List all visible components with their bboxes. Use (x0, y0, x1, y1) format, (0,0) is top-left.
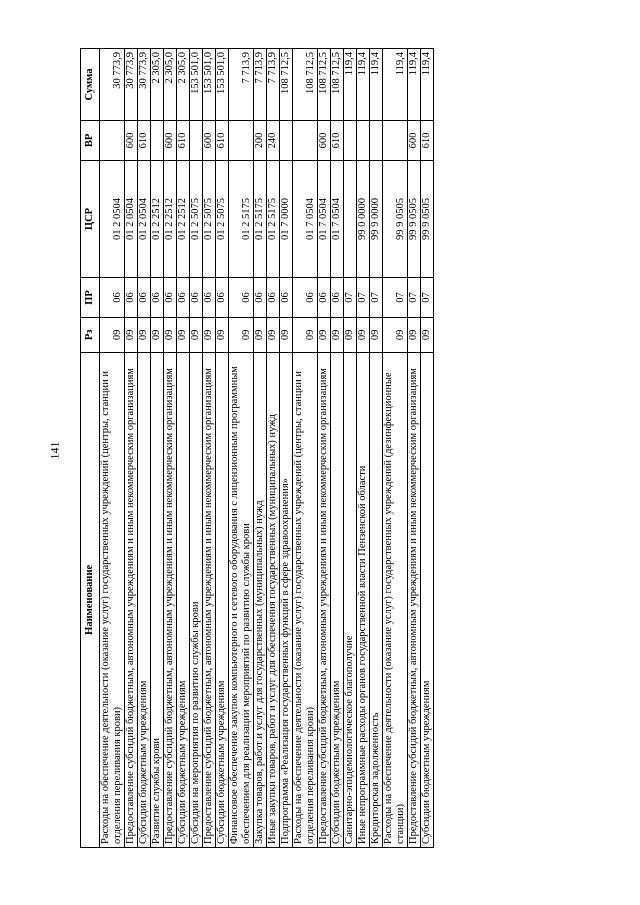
cell-vr (190, 120, 203, 160)
cell-rz: 09 (331, 318, 344, 353)
cell-pr: 06 (125, 278, 138, 318)
cell-csr: 01 2 2512 (164, 160, 177, 277)
cell-name: Субсидии бюджетным учреждениям (421, 352, 434, 847)
cell-name: Финансовое обеспечение закупок компьютерного и сетевого оборудования с лицензионным программным обеспечением для реализации мероприятий по развитию службы крови (229, 352, 254, 847)
cell-name: Субсидии бюджетным учреждениям (331, 352, 344, 847)
cell-vr (357, 120, 370, 160)
cell-csr: 01 2 0504 (100, 160, 125, 277)
cell-sum: 108 712,5 (293, 49, 318, 121)
cell-rz: 09 (421, 318, 434, 353)
header-sum: Сумма (81, 49, 100, 121)
cell-csr: 01 2 5075 (203, 160, 216, 277)
cell-vr (280, 120, 293, 160)
cell-pr: 06 (267, 278, 280, 318)
cell-name: Расходы на обеспечение деятельности (оказание услуг) государственных учреждений (центры, станции и отделения переливания крови) (293, 352, 318, 847)
cell-sum: 2 305,0 (177, 49, 190, 121)
cell-pr: 06 (293, 278, 318, 318)
cell-name: Субсидии на мероприятия по развитию службы крови (190, 352, 203, 847)
cell-rz: 09 (293, 318, 318, 353)
cell-csr: 99 9 0505 (421, 160, 434, 277)
cell-pr: 06 (216, 278, 229, 318)
cell-sum: 2 305,0 (164, 49, 177, 121)
cell-csr: 01 2 5175 (267, 160, 280, 277)
table-row (254, 49, 267, 848)
cell-rz: 09 (125, 318, 138, 353)
table-row (267, 49, 280, 848)
cell-csr: 01 7 0000 (280, 160, 293, 277)
table-row (203, 49, 216, 848)
cell-rz: 09 (267, 318, 280, 353)
header-pr: ПР (81, 278, 100, 318)
table-row (331, 49, 344, 848)
cell-rz: 09 (164, 318, 177, 353)
cell-pr: 06 (164, 278, 177, 318)
cell-rz: 09 (254, 318, 267, 353)
cell-name: Развитие службы крови (151, 352, 164, 847)
cell-vr: 600 (408, 120, 421, 160)
table-row (318, 49, 331, 848)
cell-sum: 7 713,9 (254, 49, 267, 121)
header-csr: ЦСР (81, 160, 100, 277)
cell-vr: 240 (267, 120, 280, 160)
cell-vr (151, 120, 164, 160)
table-row (125, 49, 138, 848)
cell-sum: 7 713,9 (267, 49, 280, 121)
cell-name: Предоставление субсидий бюджетным, автономным учреждениям и иным некоммерческим организациям (164, 352, 177, 847)
cell-pr: 07 (383, 278, 408, 318)
cell-rz: 09 (203, 318, 216, 353)
cell-vr: 600 (125, 120, 138, 160)
cell-csr: 01 2 5175 (254, 160, 267, 277)
cell-name: Иные непрограммные расходы органов государственной власти Пензенской области (357, 352, 370, 847)
cell-csr (344, 160, 357, 277)
cell-pr: 06 (254, 278, 267, 318)
table-row (138, 49, 151, 848)
cell-sum: 119,4 (370, 49, 383, 121)
cell-vr: 600 (318, 120, 331, 160)
cell-rz: 09 (370, 318, 383, 353)
cell-csr: 01 2 5075 (190, 160, 203, 277)
cell-pr: 06 (318, 278, 331, 318)
cell-rz: 09 (138, 318, 151, 353)
budget-table (80, 48, 434, 848)
cell-vr (229, 120, 254, 160)
cell-pr: 07 (344, 278, 357, 318)
header-rz: Рз (81, 318, 100, 353)
cell-rz: 09 (229, 318, 254, 353)
cell-pr: 06 (151, 278, 164, 318)
cell-sum: 2 305,0 (151, 49, 164, 121)
cell-csr: 99 9 0505 (408, 160, 421, 277)
cell-rz: 09 (100, 318, 125, 353)
cell-vr (100, 120, 125, 160)
cell-sum: 119,4 (408, 49, 421, 121)
cell-rz: 09 (357, 318, 370, 353)
table-row (229, 49, 254, 848)
table-row (164, 49, 177, 848)
cell-vr: 610 (216, 120, 229, 160)
cell-sum: 119,4 (383, 49, 408, 121)
table-row (344, 49, 357, 848)
cell-csr: 99 9 0000 (370, 160, 383, 277)
table-row (280, 49, 293, 848)
table-row (216, 49, 229, 848)
cell-vr: 200 (254, 120, 267, 160)
cell-name: Расходы на обеспечение деятельности (оказание услуг) государственных учреждений (центры, станции и отделения переливания крови) (100, 352, 125, 847)
cell-pr: 06 (229, 278, 254, 318)
header-name: Наименование (81, 352, 100, 847)
table-row (421, 49, 434, 848)
cell-name: Подпрограмма «Реализация государственных функций в сфере здравоохранения» (280, 352, 293, 847)
cell-csr: 01 2 2512 (151, 160, 164, 277)
cell-csr: 01 2 0504 (125, 160, 138, 277)
cell-vr (383, 120, 408, 160)
table-row (293, 49, 318, 848)
cell-vr (370, 120, 383, 160)
rotated-table-container (80, 48, 590, 848)
table-row (357, 49, 370, 848)
cell-pr: 07 (370, 278, 383, 318)
cell-csr: 99 0 0000 (357, 160, 370, 277)
cell-pr: 07 (408, 278, 421, 318)
cell-vr (293, 120, 318, 160)
cell-csr: 01 2 0504 (138, 160, 151, 277)
cell-csr: 01 7 0504 (318, 160, 331, 277)
table-row (177, 49, 190, 848)
cell-rz: 09 (151, 318, 164, 353)
cell-vr (344, 120, 357, 160)
cell-sum: 7 713,9 (229, 49, 254, 121)
cell-sum: 108 712,5 (280, 49, 293, 121)
cell-rz: 09 (190, 318, 203, 353)
cell-csr: 99 9 0505 (383, 160, 408, 277)
cell-csr: 01 2 5175 (229, 160, 254, 277)
cell-csr: 01 2 2512 (177, 160, 190, 277)
table-row (370, 49, 383, 848)
cell-name: Санитарно-эпидемиологическое благополучие (344, 352, 357, 847)
cell-name: Кредиторская задолженность (370, 352, 383, 847)
cell-pr: 06 (100, 278, 125, 318)
cell-name: Субсидии бюджетным учреждениям (138, 352, 151, 847)
table-body (100, 49, 434, 848)
cell-rz: 09 (408, 318, 421, 353)
cell-name: Закупка товаров, работ и услуг для государственных (муниципальных) нужд (254, 352, 267, 847)
cell-name: Предоставление субсидий бюджетным, автономным учреждениям и иным некоммерческим организациям (125, 352, 138, 847)
cell-name: Субсидии бюджетным учреждениям (177, 352, 190, 847)
cell-rz: 09 (216, 318, 229, 353)
table-row (190, 49, 203, 848)
cell-pr: 06 (280, 278, 293, 318)
cell-pr: 06 (138, 278, 151, 318)
cell-vr: 600 (164, 120, 177, 160)
cell-sum: 30 773,9 (100, 49, 125, 121)
table-row (383, 49, 408, 848)
cell-pr: 07 (357, 278, 370, 318)
cell-vr: 610 (421, 120, 434, 160)
cell-sum: 153 501,0 (190, 49, 203, 121)
cell-name: Предоставление субсидий бюджетным, автономным учреждениям и иным некоммерческим организациям (318, 352, 331, 847)
cell-rz: 09 (344, 318, 357, 353)
cell-rz: 09 (383, 318, 408, 353)
cell-name: Иные закупки товаров, работ и услуг для обеспечения государственных (муниципальных) нужд (267, 352, 280, 847)
cell-sum: 108 712,5 (318, 49, 331, 121)
table-row (100, 49, 125, 848)
cell-name: Субсидии бюджетным учреждениям (216, 352, 229, 847)
cell-sum: 108 712,5 (331, 49, 344, 121)
cell-pr: 06 (190, 278, 203, 318)
cell-pr: 06 (177, 278, 190, 318)
header-vr: ВР (81, 120, 100, 160)
cell-sum: 119,4 (357, 49, 370, 121)
cell-name: Расходы на обеспечение деятельности (оказание услуг) государственных учреждений (дезинфекционные станции) (383, 352, 408, 847)
cell-sum: 30 773,9 (125, 49, 138, 121)
cell-vr: 610 (138, 120, 151, 160)
cell-name: Предоставление субсидий бюджетным, автономным учреждениям и иным некоммерческим организациям (408, 352, 421, 847)
cell-sum: 153 501,0 (203, 49, 216, 121)
table-header-row (81, 49, 100, 848)
cell-rz: 09 (177, 318, 190, 353)
cell-sum: 30 773,9 (138, 49, 151, 121)
cell-sum: 119,4 (344, 49, 357, 121)
cell-csr: 01 7 0504 (293, 160, 318, 277)
cell-csr: 01 2 5075 (216, 160, 229, 277)
cell-vr: 600 (203, 120, 216, 160)
cell-sum: 153 501,0 (216, 49, 229, 121)
table-row (151, 49, 164, 848)
cell-csr: 01 7 0504 (331, 160, 344, 277)
cell-pr: 07 (421, 278, 434, 318)
cell-pr: 06 (331, 278, 344, 318)
cell-vr: 610 (331, 120, 344, 160)
cell-vr: 610 (177, 120, 190, 160)
cell-rz: 09 (280, 318, 293, 353)
cell-name: Предоставление субсидий бюджетным, автономным учреждениям и иным некоммерческим организациям (203, 352, 216, 847)
table-row (408, 49, 421, 848)
cell-pr: 06 (203, 278, 216, 318)
page-number: 141 (47, 441, 62, 460)
cell-rz: 09 (318, 318, 331, 353)
cell-sum: 119,4 (421, 49, 434, 121)
